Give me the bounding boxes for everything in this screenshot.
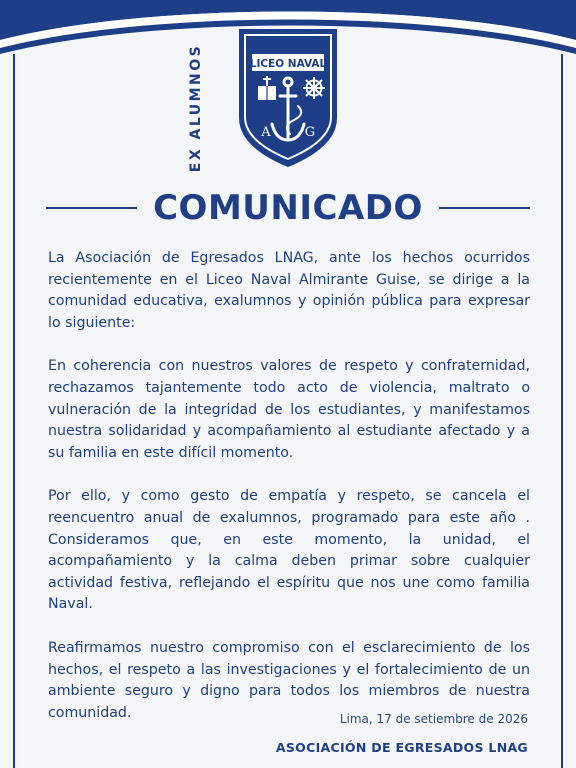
paragraph: Reafirmamos nuestro compromiso con el esclarecimiento de los hechos, el respeto a las investigaciones y el fortalecimiento de un ambiente seguro y digno para todos los miembros de nuestra comunidad. <box>48 639 530 721</box>
paragraph: En coherencia con nuestros valores de respeto y confraternidad, rechazamos tajantemente todo acto de violencia, maltrato o vulneración de la integridad de los estudiantes, y manifestamos nuestra solidaridad y acompañamiento al estudiante afectado y a su familia en este difícil momento. <box>48 358 530 461</box>
title-rule-right <box>439 207 530 209</box>
title-rule-left <box>46 207 137 209</box>
title-row <box>46 186 530 230</box>
ex-alumnos-label: EX ALUMNOS <box>188 43 204 173</box>
liceo-naval-crest-logo <box>236 26 340 170</box>
page-title: COMUNICADO <box>153 188 423 228</box>
communique-body <box>48 248 530 746</box>
crest-letter-g: G <box>304 125 316 140</box>
frame-left-line <box>13 54 15 768</box>
frame-right-line <box>561 54 563 768</box>
signature: ASOCIACIÓN DE EGRESADOS LNAG <box>275 740 528 755</box>
paragraph: La Asociación de Egresados LNAG, ante los hechos ocurridos recientemente en el Liceo Naval Almirante Guise, se dirige a la comunidad educativa, exalumnos y opinión pública para expresar lo siguiente: <box>48 250 530 331</box>
crest-label: LICEO NAVAL <box>249 58 327 70</box>
paragraph: Por ello, y como gesto de empatía y respeto, se cancela el reencuentro anual de exalumnos, programado para este año . Consideramos que, en este momento, la unidad, el acompañamiento y la calma deben primar sobre cualquier actividad festiva, reflejando el espíritu que nos une como familia Naval. <box>48 488 530 613</box>
ship-wheel-icon <box>303 77 325 99</box>
date-line: Lima, 17 de setiembre de 2026 <box>339 712 528 726</box>
crest-letter-a: A <box>261 125 271 140</box>
